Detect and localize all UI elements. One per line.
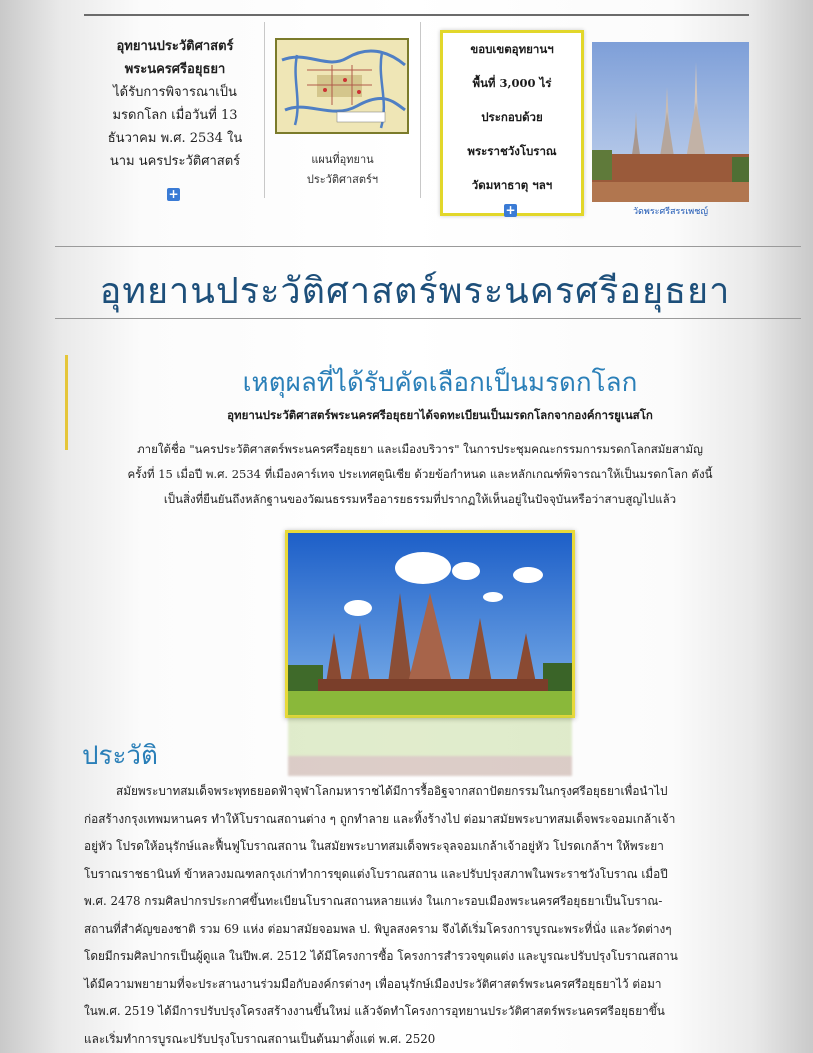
info-line: พื้นที่ 3,000 ไร่ xyxy=(443,75,581,93)
info-line: ขอบเขตอุทยานฯ xyxy=(443,41,581,59)
info-line: วัดมหาธาตุ ฯลฯ xyxy=(443,177,581,195)
section-subheading: อุทยานประวัติศาสตร์พระนครศรีอยุธยาได้จดทะเบียนเป็นมรดกโลกจากองค์การยูเนสโก xyxy=(90,407,790,425)
paragraph-line: ก่อสร้างกรุงเทพมหานคร ทำให้โบราณสถานต่าง ๆ ถูกทำลาย และทิ้งร้างไป ต่อมาสมัยพระบาทสมเด็จพระจอมเกล้าเจ้า xyxy=(84,806,754,834)
title-rule-bottom xyxy=(55,318,801,319)
page-title: อุทยานประวัติศาสตร์พระนครศรีอยุธยา xyxy=(40,262,790,319)
column-divider xyxy=(420,22,421,198)
reflection-graphic xyxy=(288,716,572,776)
map-caption-line: แผนที่อุทยาน xyxy=(285,150,400,170)
paragraph-line: ครั้งที่ 15 เมื่อปี พ.ศ. 2534 ที่เมืองคาร์เทจ ประเทศตูนิเซีย ด้วยข้อกำหนด และหลักเกณฑ์พิจารณาให้เป็นมรดกโลก ดังนี้ xyxy=(85,462,755,487)
paragraph-line: โดยมีกรมศิลปากรเป็นผู้ดูแล ในปีพ.ศ. 2512 ได้มีโครงการซื้อ โครงการสำรวจขุดแต่ง และบูรณะปรับปรุงโบราณสถาน xyxy=(84,943,754,971)
info-line: พระราชวังโบราณ xyxy=(443,143,581,161)
map-caption xyxy=(285,150,400,190)
paragraph-line: พ.ศ. 2478 กรมศิลปากรประกาศขึ้นทะเบียนโบราณสถานหลายแห่ง ในเกาะรอบเมืองพระนครศรีอยุธยาเป็นโบราณ- xyxy=(84,888,754,916)
paragraph-line: เป็นสิ่งที่ยืนยันถึงหลักฐานของวัฒนธรรมหรืออารยธรรมที่ปรากฏให้เห็นอยู่ในปัจจุบันหรือว่าสาบสูญไปแล้ว xyxy=(85,487,755,512)
wat-chaiwatthanaram-photo[interactable] xyxy=(285,530,575,718)
paragraph-line: ภายใต้ชื่อ "นครประวัติศาสตร์พระนครศรีอยุธยา และเมืองบริวาร" ในการประชุมคณะกรรมการมรดกโลกสมัยสามัญ xyxy=(85,437,755,462)
info-line: ประกอบด้วย xyxy=(443,109,581,127)
map-graphic xyxy=(277,40,407,132)
intro-line: ธันวาคม พ.ศ. 2534 ใน xyxy=(95,127,255,150)
park-info-box xyxy=(440,30,584,216)
line-text: สมัยพระบาทสมเด็จพระพุทธยอดฟ้าจุฬาโลกมหาราชได้มีการรื้ออิฐจากสถาปัตยกรรมในกรุงศรีอยุธยาเพื่อนำไป xyxy=(116,784,668,798)
expand-button[interactable]: + xyxy=(504,204,517,217)
paragraph-line: ในพ.ศ. 2519 ได้มีการปรับปรุงโครงสร้างงานขึ้นใหม่ แล้วจัดทำโครงการอุทยานประวัติศาสตร์พระนครศรีอยุธยาขึ้น xyxy=(84,998,754,1026)
ruins-graphic xyxy=(288,533,572,715)
intro-line: มรดกโลก เมื่อวันที่ 13 xyxy=(95,104,255,127)
column-divider xyxy=(264,22,265,198)
title-rule-top xyxy=(55,246,801,247)
section-heading: เหตุผลที่ได้รับคัดเลือกเป็นมรดกโลก xyxy=(90,362,790,403)
paragraph-line xyxy=(84,778,754,806)
paragraph-line: อยู่หัว โปรดให้อนุรักษ์และฟื้นฟูโบราณสถาน ในสมัยพระบาทสมเด็จพระจุลจอมเกล้าเจ้าอยู่หัว โปรดเกล้าฯ ให้พระยา xyxy=(84,833,754,861)
photo-caption: วัดพระศรีสรรเพชญ์ xyxy=(592,204,749,218)
intro-cell xyxy=(95,35,255,173)
history-paragraph xyxy=(84,778,754,1053)
temple-graphic xyxy=(592,42,749,202)
expand-button[interactable]: + xyxy=(167,188,180,201)
paragraph-line: โบราณราชธานินท์ ข้าหลวงมณฑลกรุงเก่าทำการขุดแต่งโบราณสถาน และปรับปรุงสภาพในพระราชวังโบราณ เมื่อปี xyxy=(84,861,754,889)
park-map-image[interactable] xyxy=(275,38,409,134)
map-caption-line: ประวัติศาสตร์ฯ xyxy=(285,170,400,190)
history-heading: ประวัติ xyxy=(82,735,158,776)
accent-bar xyxy=(65,355,68,450)
photo-reflection xyxy=(288,716,572,776)
paragraph-line: ได้มีความพยายามที่จะประสานงานร่วมมือกับองค์กรต่างๆ เพื่ออนุรักษ์เมืองประวัติศาสตร์พระนครศรีอยุธยาไว้ ต่อมา xyxy=(84,971,754,999)
intro-line: นาม นครประวัติศาสตร์ xyxy=(95,150,255,173)
intro-bold-line: อุทยานประวัติศาสตร์ xyxy=(116,39,233,54)
intro-bold-line: พระนครศรีอยุธยา xyxy=(125,62,226,77)
intro-line: ได้รับการพิจารณาเป็น xyxy=(95,81,255,104)
wat-phra-si-sanphet-photo[interactable] xyxy=(592,42,749,202)
paragraph-line: สถานที่สำคัญของชาติ รวม 69 แห่ง ต่อมาสมัยจอมพล ป. พิบูลสงคราม จึงได้เริ่มโครงการบูรณะพระที่นั่ง และวัดต่างๆ xyxy=(84,916,754,944)
top-divider xyxy=(84,14,749,16)
section-paragraph xyxy=(85,437,755,512)
paragraph-line: และเริ่มทำการบูรณะปรับปรุงโบราณสถานเป็นต้นมาตั้งแต่ พ.ศ. 2520 xyxy=(84,1026,754,1053)
